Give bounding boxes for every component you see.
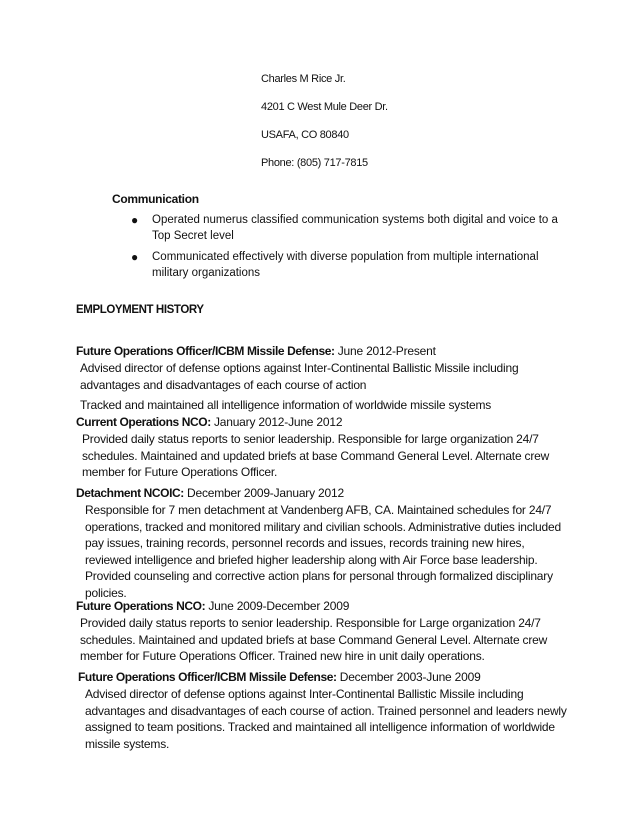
job-entry — [78, 668, 578, 752]
job-heading — [76, 342, 576, 360]
bullet-text: Operated numerus classified communication systems both digital and voice to a Top Secret level — [152, 214, 558, 242]
communication-list — [128, 212, 568, 286]
contact-block — [261, 72, 388, 184]
list-item — [128, 212, 568, 244]
job-paragraph: Responsible for 7 men detachment at Vandenberg AFB, CA. Maintained schedules for 24/7 operations, tracked and monitored military and civilian schools. Administrative duties included pay issues, training records, personnel records and issues, records training new hires, reviewed intelligence and briefed higher leadership along with Air Force base leadership. Provided counseling and corrective action plans for personal through formalized disciplinary policies. — [85, 503, 561, 600]
job-description — [76, 615, 570, 665]
job-dates: June 2009-December 2009 — [205, 599, 350, 613]
job-entry — [76, 413, 576, 481]
job-dates: January 2012-June 2012 — [210, 415, 343, 429]
job-description — [78, 686, 569, 752]
job-dates: December 2009-January 2012 — [183, 486, 344, 500]
job-heading — [76, 484, 576, 502]
job-heading — [78, 668, 578, 686]
bullet-icon: ● — [131, 213, 139, 227]
job-dates: June 2012-Present — [334, 344, 436, 358]
contact-name: Charles M Rice Jr. — [261, 73, 346, 85]
job-paragraph: Provided daily status reports to senior leadership. Responsible for Large organization 24/7 schedules. Maintained and updated briefs at base Command General Level. Alternate crew member for Future Operations Officer. Trained new hire in unit daily operations. — [80, 616, 548, 663]
job-role: Future Operations Officer/ICBM Missile Defense: — [78, 670, 337, 684]
job-role: Future Operations Officer/ICBM Missile Defense: — [76, 344, 335, 358]
bullet-text: Communicated effectively with diverse population from multiple international military organizations — [152, 251, 539, 279]
list-item — [128, 249, 568, 281]
job-description — [76, 502, 571, 601]
job-role: Future Operations NCO: — [76, 599, 206, 613]
contact-city: USAFA, CO 80840 — [261, 129, 349, 141]
communication-heading: Communication — [112, 192, 199, 206]
job-paragraph: Advised director of defense options against Inter-Continental Ballistic Missile including advantages and disadvantages of each course of action. Trained personnel and leaders newly assigned to team positions. Tracked and maintained all intelligence information of worldwide missile systems. — [85, 687, 567, 751]
job-heading — [76, 413, 576, 431]
job-entry — [76, 597, 576, 665]
job-description — [76, 431, 572, 481]
job-dates: December 2003-June 2009 — [336, 670, 481, 684]
employment-heading: EMPLOYMENT HISTORY — [76, 304, 204, 316]
job-paragraph: Tracked and maintained all intelligence information of worldwide missile systems — [80, 398, 492, 412]
job-heading — [76, 597, 576, 615]
job-role: Current Operations NCO: — [76, 415, 211, 429]
job-paragraph: Provided daily status reports to senior leadership. Responsible for large organization 24/7 schedules. Maintained and updated briefs at base Command General Level. Alternate crew member for Future Operations Officer. — [82, 432, 550, 479]
job-paragraph: Advised director of defense options against Inter-Continental Ballistic Missile including advantages and disadvantages of each course of action — [80, 361, 519, 392]
job-entry — [76, 484, 576, 601]
job-entry — [76, 342, 576, 414]
contact-phone: Phone: (805) 717-7815 — [261, 157, 368, 169]
bullet-icon: ● — [131, 250, 139, 264]
contact-address: 4201 C West Mule Deer Dr. — [261, 101, 388, 113]
job-description — [76, 360, 570, 414]
job-role: Detachment NCOIC: — [76, 486, 184, 500]
